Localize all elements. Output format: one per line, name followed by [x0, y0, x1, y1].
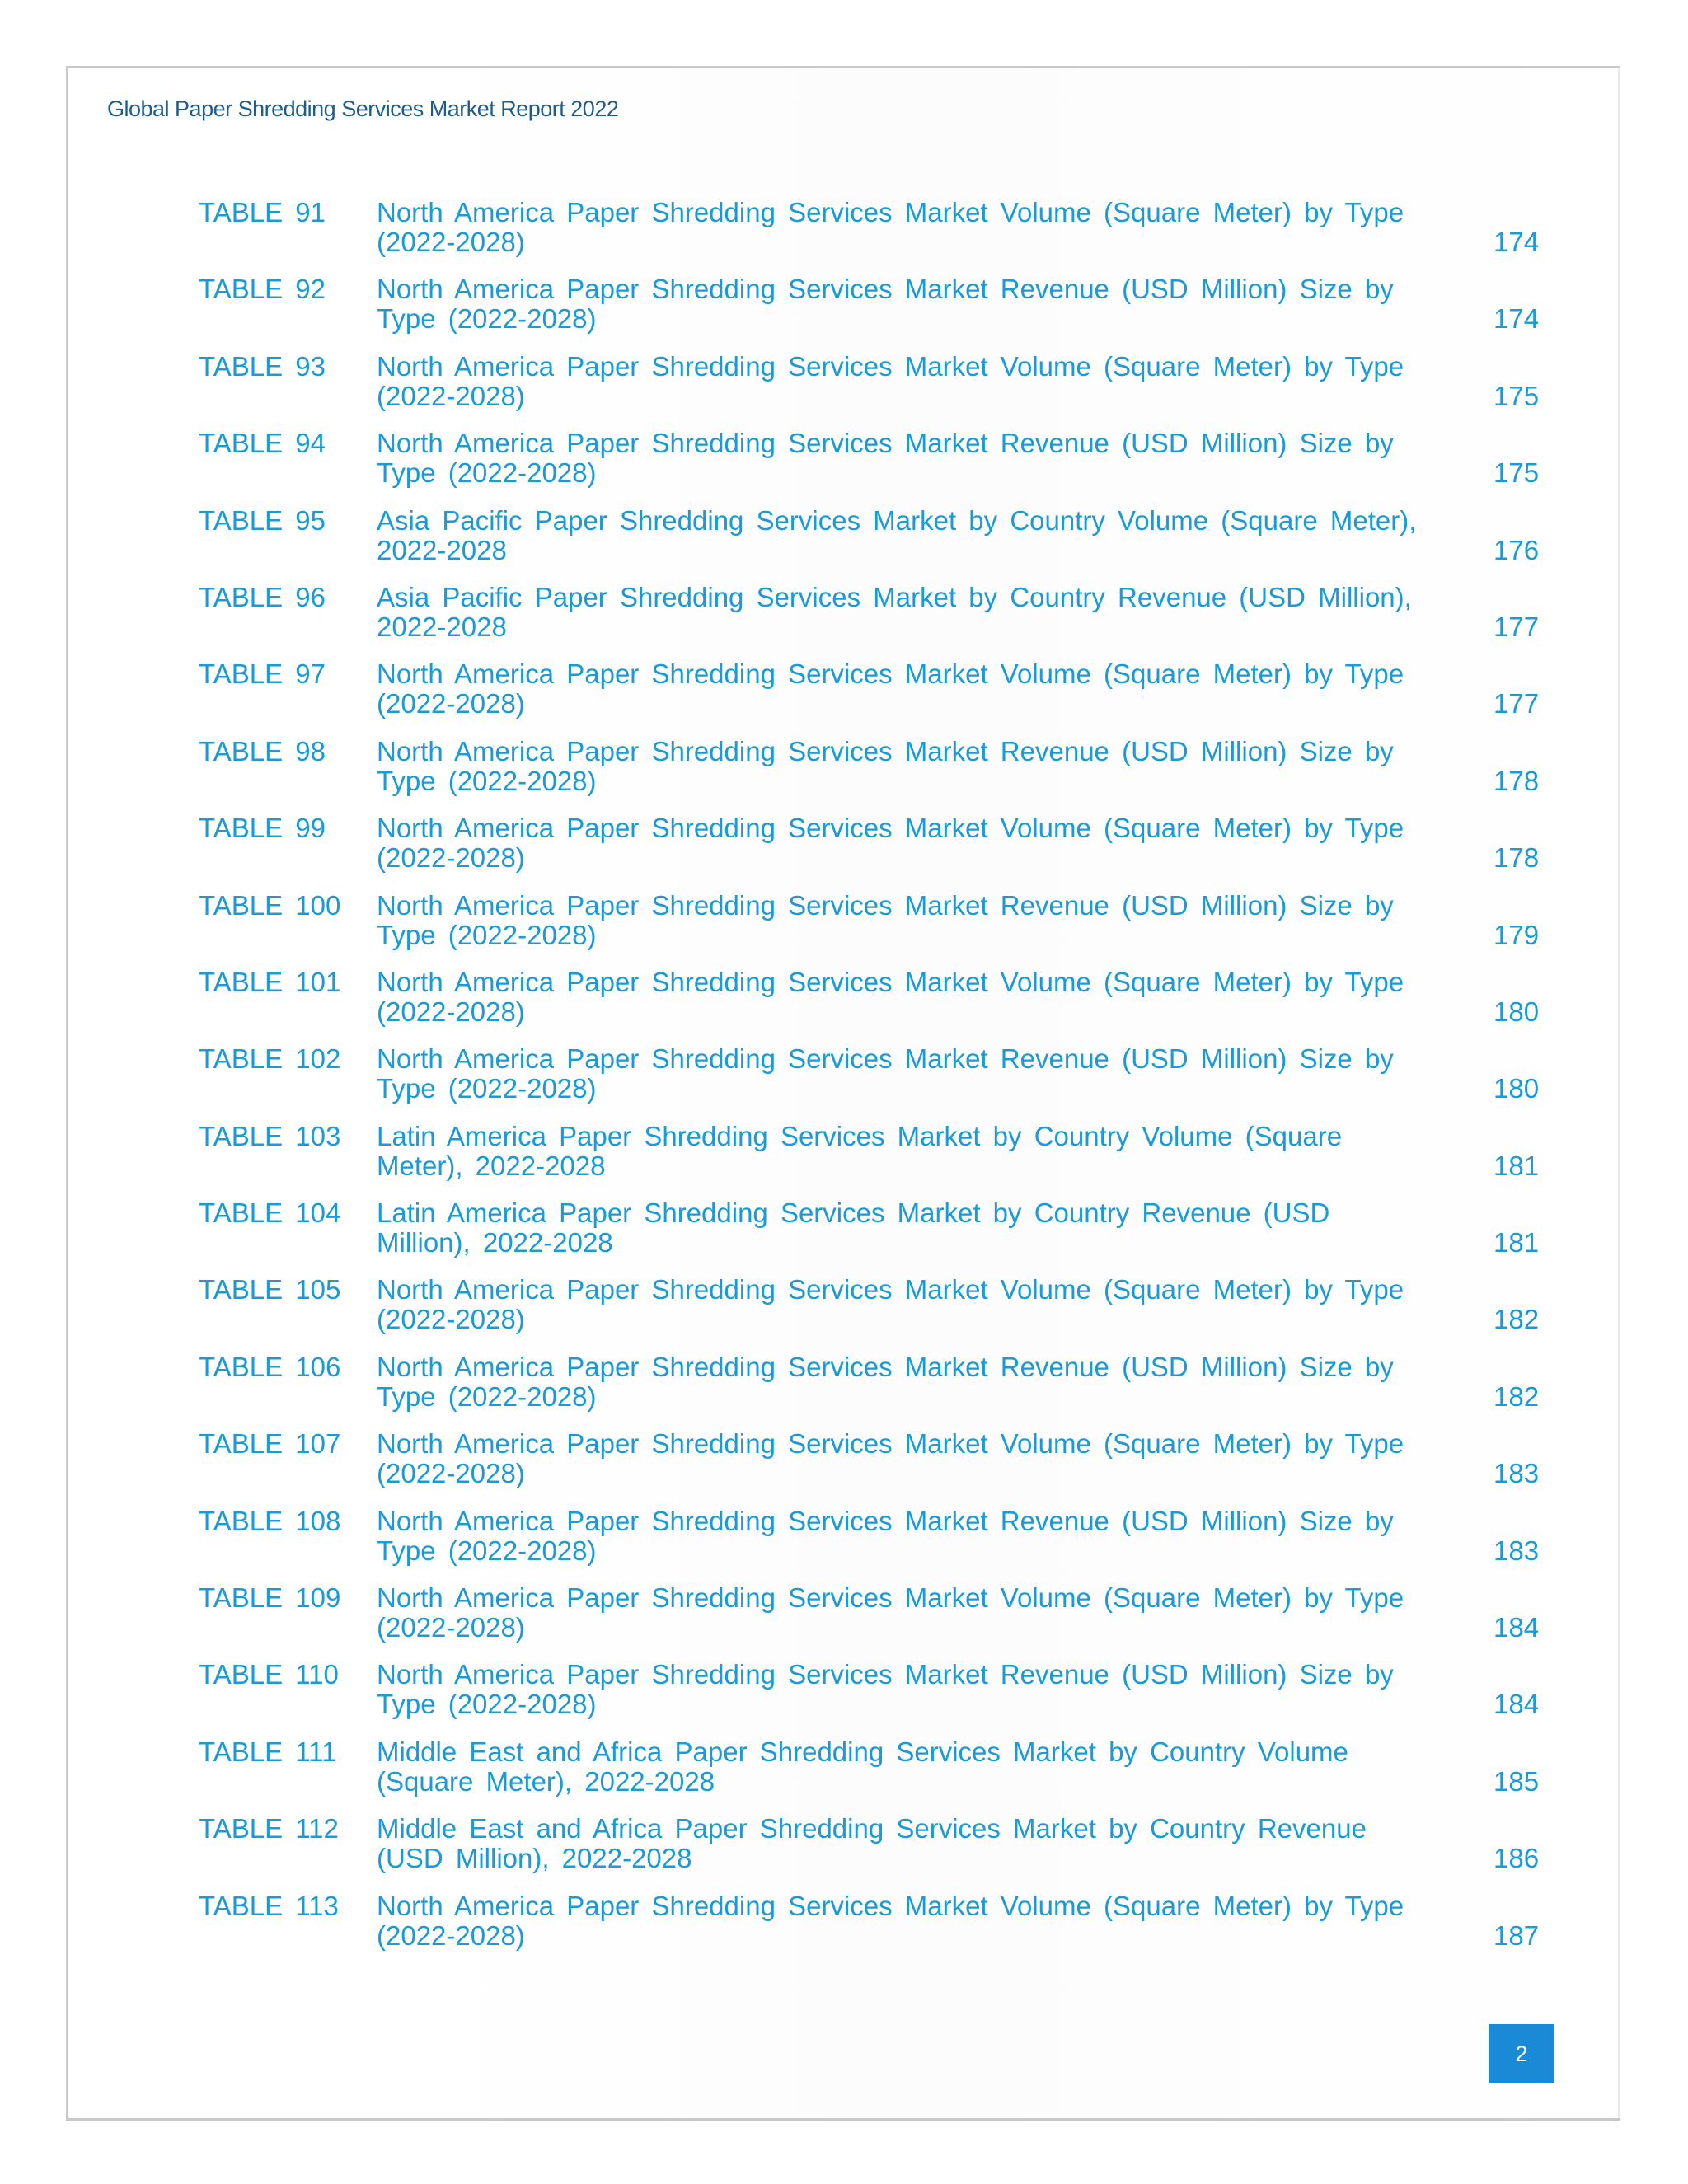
report-header-title: Global Paper Shredding Services Market Report 2022	[107, 96, 619, 121]
toc-entry-description[interactable]	[377, 274, 1588, 334]
toc-entry-description[interactable]	[377, 1660, 1588, 1719]
toc-entry-description-line: North America Paper Shredding Services Market Volume (Square Meter) by Type	[377, 658, 1404, 690]
toc-entry-description-line: Asia Pacific Paper Shredding Services Market by Country Revenue (USD Million),	[377, 581, 1412, 612]
toc-entry-page-number[interactable]: 174	[1493, 227, 1540, 257]
toc-entry-description[interactable]	[377, 1737, 1588, 1797]
toc-entry[interactable]	[199, 350, 1540, 429]
toc-entry-description-line: North America Paper Shredding Services Market Volume (Square Meter) by Type	[377, 1274, 1404, 1305]
toc-entry-description-line: North America Paper Shredding Services Market Revenue (USD Million) Size by	[377, 1659, 1394, 1690]
toc-entry-description[interactable]	[377, 1507, 1588, 1566]
toc-entry-label[interactable]: TABLE 101	[199, 966, 341, 997]
toc-entry-label[interactable]: TABLE 113	[199, 1890, 339, 1921]
toc-entry-label[interactable]: TABLE 111	[199, 1736, 337, 1767]
toc-entry-description-line: North America Paper Shredding Services Market Volume (Square Meter) by Type	[377, 966, 1404, 997]
toc-entry-label[interactable]: TABLE 96	[199, 581, 326, 612]
toc-entry-description[interactable]	[377, 813, 1588, 873]
toc-entry-description[interactable]	[377, 1122, 1588, 1181]
toc-entry-description-line: Latin America Paper Shredding Services Market by Country Volume (Square	[377, 1120, 1343, 1151]
toc-entry[interactable]	[199, 1582, 1540, 1660]
toc-entry[interactable]	[199, 428, 1540, 505]
toc-entry-label[interactable]: TABLE 110	[199, 1659, 339, 1690]
toc-entry-description-line: North America Paper Shredding Services Market Volume (Square Meter) by Type	[377, 1428, 1404, 1460]
page-number-badge: 2	[1489, 2024, 1554, 2083]
toc-entry-label[interactable]: TABLE 102	[199, 1043, 341, 1075]
toc-entry-description-line: Latin America Paper Shredding Services Market by Country Revenue (USD	[377, 1197, 1330, 1229]
toc-entry-description[interactable]	[377, 1429, 1588, 1488]
toc-entry-description-line: Type (2022-2028)	[377, 1535, 597, 1566]
toc-entry-description-line: Type (2022-2028)	[377, 457, 597, 489]
toc-entry[interactable]	[199, 197, 1540, 274]
toc-entry-description-line: (USD Million), 2022-2028	[377, 1843, 692, 1874]
toc-entry-label[interactable]: TABLE 106	[199, 1351, 341, 1382]
toc-entry-label[interactable]: TABLE 93	[199, 350, 326, 382]
toc-entry-label[interactable]: TABLE 94	[199, 428, 326, 459]
toc-entry-description-line: Type (2022-2028)	[377, 765, 597, 796]
toc-entry-description-line: Type (2022-2028)	[377, 1073, 597, 1104]
toc-entry-description-line: 2022-2028	[377, 534, 507, 565]
toc-entry-description-line: (2022-2028)	[377, 1612, 525, 1643]
toc-entry-label[interactable]: TABLE 109	[199, 1582, 341, 1614]
toc-entry-description[interactable]	[377, 737, 1588, 796]
toc-entry-description[interactable]	[377, 891, 1588, 950]
toc-entry-label[interactable]: TABLE 100	[199, 889, 341, 921]
toc-entry-description[interactable]	[377, 1352, 1588, 1412]
toc-entry[interactable]	[199, 274, 1540, 351]
toc-entry-description-line: (2022-2028)	[377, 1304, 525, 1335]
toc-entry-page-number[interactable]: 182	[1493, 1304, 1540, 1335]
toc-entry[interactable]	[199, 504, 1540, 583]
toc-entry[interactable]	[199, 966, 1540, 1044]
toc-entry-page-number[interactable]: 180	[1493, 996, 1540, 1027]
toc-entry-page-number[interactable]: 187	[1493, 1919, 1540, 1951]
toc-entry[interactable]	[199, 1813, 1540, 1891]
toc-entry-description[interactable]	[377, 1275, 1588, 1334]
toc-entry-description[interactable]	[377, 583, 1588, 642]
toc-entry-description-line: (2022-2028)	[377, 1458, 525, 1489]
toc-entry-description-line: (2022-2028)	[377, 842, 525, 874]
toc-entry-description[interactable]	[377, 659, 1588, 719]
toc-entry-description-line: North America Paper Shredding Services Market Revenue (USD Million) Size by	[377, 1043, 1394, 1075]
toc-entry-description-line: Type (2022-2028)	[377, 1380, 597, 1412]
toc-entry-page-number[interactable]: 175	[1493, 457, 1540, 489]
toc-entry[interactable]	[199, 1043, 1540, 1121]
toc-entry-page-number[interactable]: 174	[1493, 303, 1540, 335]
toc-entry-description-line: Type (2022-2028)	[377, 303, 597, 335]
toc-entry-description-line: Middle East and Africa Paper Shredding Services Market by Country Revenue	[377, 1813, 1367, 1844]
toc-entry-description-line: Type (2022-2028)	[377, 1689, 597, 1720]
toc-entry-description[interactable]	[377, 1583, 1588, 1643]
toc-entry-description-line: Million), 2022-2028	[377, 1227, 613, 1258]
toc-entry-label[interactable]: TABLE 95	[199, 504, 326, 536]
toc-entry-description[interactable]	[377, 1044, 1588, 1104]
toc-entry-description-line: (2022-2028)	[377, 688, 525, 719]
toc-entry-page-number[interactable]: 182	[1493, 1380, 1540, 1412]
toc-entry-label[interactable]: TABLE 105	[199, 1274, 341, 1305]
toc-entry[interactable]	[199, 1120, 1540, 1198]
toc-entry-label[interactable]: TABLE 104	[199, 1197, 341, 1229]
toc-entry-description[interactable]	[377, 1814, 1588, 1873]
toc-entry-label[interactable]: TABLE 98	[199, 735, 326, 766]
toc-entry-description[interactable]	[377, 506, 1588, 565]
toc-entry-description-line: North America Paper Shredding Services Market Volume (Square Meter) by Type	[377, 197, 1404, 227]
toc-entry-description[interactable]	[377, 352, 1588, 411]
toc-entry-description-line: North America Paper Shredding Services Market Revenue (USD Million) Size by	[377, 889, 1394, 921]
toc-entry-description-line: North America Paper Shredding Services Market Volume (Square Meter) by Type	[377, 1582, 1404, 1614]
toc-entry-description-line: North America Paper Shredding Services Market Revenue (USD Million) Size by	[377, 428, 1394, 459]
toc-entry[interactable]	[199, 1351, 1540, 1429]
toc-entry-label[interactable]: TABLE 99	[199, 813, 326, 844]
toc-entry-page-number[interactable]: 181	[1493, 1150, 1540, 1181]
toc-entry[interactable]	[199, 1197, 1540, 1275]
toc-entry-description-line: North America Paper Shredding Services Market Revenue (USD Million) Size by	[377, 274, 1394, 305]
toc-entry-description-line: 2022-2028	[377, 611, 507, 642]
toc-entry-description-line: North America Paper Shredding Services Market Revenue (USD Million) Size by	[377, 1505, 1394, 1536]
toc-entry-description-line: North America Paper Shredding Services Market Volume (Square Meter) by Type	[377, 350, 1404, 382]
toc-entry-description[interactable]	[377, 429, 1588, 488]
toc-entry-description[interactable]	[377, 968, 1588, 1027]
toc-entry-description-line: (2022-2028)	[377, 1919, 525, 1951]
toc-entry-description-line: (2022-2028)	[377, 227, 525, 257]
toc-entry-page-number[interactable]: 180	[1493, 1073, 1540, 1104]
toc-entry-page-number[interactable]: 179	[1493, 919, 1540, 950]
toc-entry-description-line: Asia Pacific Paper Shredding Services Market by Country Volume (Square Meter),	[377, 504, 1417, 536]
toc-entry-page-number[interactable]: 178	[1493, 765, 1540, 796]
toc-entry[interactable]	[199, 889, 1540, 968]
toc-entry-page-number[interactable]: 183	[1493, 1535, 1540, 1566]
toc-entry-description-line: North America Paper Shredding Services Market Volume (Square Meter) by Type	[377, 1890, 1404, 1921]
toc-entry-description-line: (2022-2028)	[377, 996, 525, 1027]
toc-entry-label[interactable]: TABLE 91	[199, 197, 326, 227]
toc-entry-description-line: North America Paper Shredding Services Market Revenue (USD Million) Size by	[377, 1351, 1394, 1382]
toc-entry[interactable]	[199, 658, 1540, 736]
toc-entry-description-line: Meter), 2022-2028	[377, 1150, 606, 1181]
toc-entry[interactable]	[199, 1428, 1540, 1506]
toc-entry-page-number[interactable]: 181	[1493, 1227, 1540, 1258]
toc-entry-page-number[interactable]: 177	[1493, 688, 1540, 719]
toc-entry-description[interactable]	[377, 1198, 1588, 1258]
toc-entry-description-line: Type (2022-2028)	[377, 919, 597, 950]
toc-entry[interactable]	[199, 813, 1540, 890]
toc-entry-page-number[interactable]: 176	[1493, 534, 1540, 565]
toc-entry[interactable]	[199, 1736, 1540, 1814]
toc-entry-label[interactable]: TABLE 103	[199, 1120, 341, 1151]
toc-entry[interactable]	[199, 1890, 1540, 1968]
toc-entry-page-number[interactable]: 175	[1493, 380, 1540, 411]
toc-entry-page-number[interactable]: 183	[1493, 1458, 1540, 1489]
toc-entry-page-number[interactable]: 178	[1493, 842, 1540, 874]
toc-entry-description-line: (Square Meter), 2022-2028	[377, 1765, 715, 1797]
toc-entry-page-number[interactable]: 184	[1493, 1689, 1540, 1720]
toc-entry[interactable]	[199, 1659, 1540, 1736]
toc-entry-description-line: North America Paper Shredding Services Market Volume (Square Meter) by Type	[377, 813, 1404, 844]
toc-entry-label[interactable]: TABLE 107	[199, 1428, 341, 1460]
toc-entry-page-number[interactable]: 186	[1493, 1843, 1540, 1874]
toc-entry[interactable]	[199, 1505, 1540, 1583]
toc-entry-page-number[interactable]: 177	[1493, 611, 1540, 642]
toc-entry[interactable]	[199, 735, 1540, 813]
toc-entry-label[interactable]: TABLE 112	[199, 1813, 339, 1844]
toc-entry-description[interactable]	[377, 1891, 1588, 1951]
toc-entry-label[interactable]: TABLE 108	[199, 1505, 341, 1536]
toc-entry-page-number[interactable]: 184	[1493, 1612, 1540, 1643]
toc-entry-description-line: (2022-2028)	[377, 380, 525, 411]
toc-entry-description-line: North America Paper Shredding Services Market Revenue (USD Million) Size by	[377, 735, 1394, 766]
toc-entry-page-number[interactable]: 185	[1493, 1765, 1540, 1797]
table-of-contents	[199, 197, 1540, 1968]
toc-entry[interactable]	[199, 581, 1540, 659]
toc-entry-description[interactable]	[377, 198, 1588, 257]
toc-entry[interactable]	[199, 1274, 1540, 1352]
toc-entry-label[interactable]: TABLE 97	[199, 658, 326, 690]
toc-entry-description-line: Middle East and Africa Paper Shredding Services Market by Country Volume	[377, 1736, 1348, 1767]
toc-entry-label[interactable]: TABLE 92	[199, 274, 326, 305]
